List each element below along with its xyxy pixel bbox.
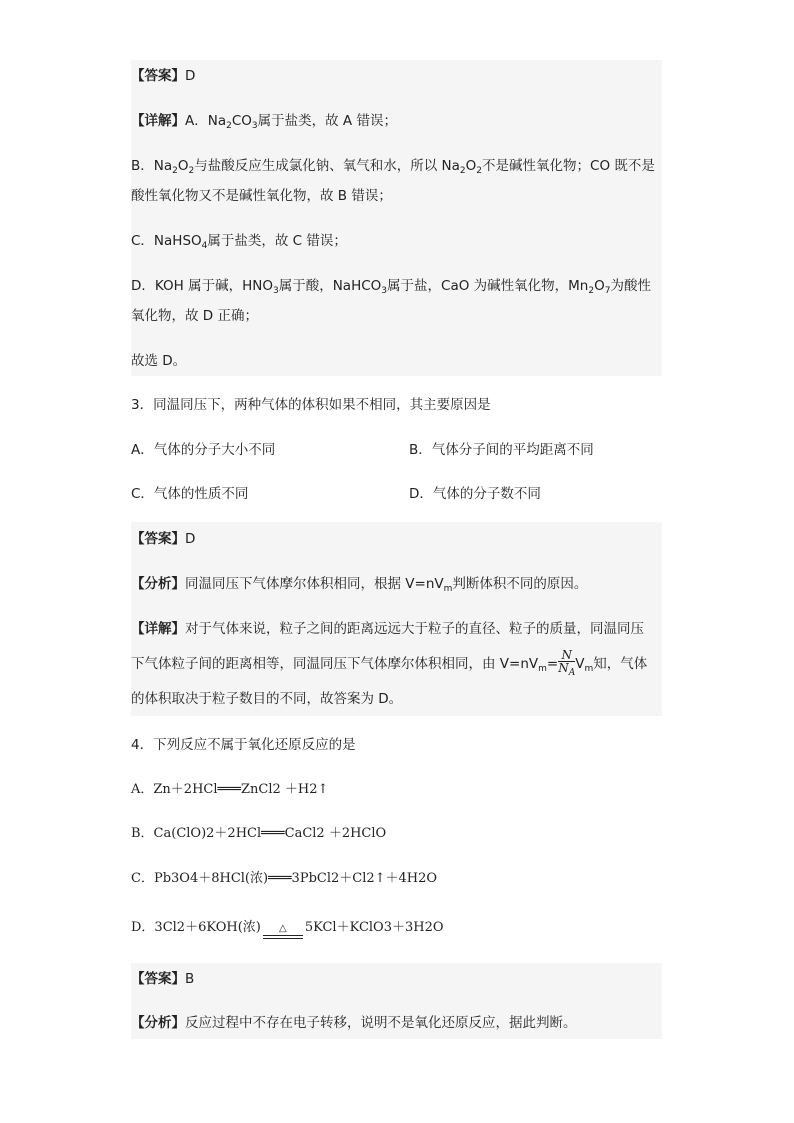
subscript: 2 [188, 166, 195, 176]
answer-tag: 【答案】 [131, 531, 185, 547]
answer-value: B [185, 971, 195, 987]
detail-line-1 [131, 619, 662, 639]
subscript: m [538, 664, 547, 674]
fraction-numerator: N [558, 649, 575, 662]
heating-condition: △ [263, 923, 303, 936]
fraction-denominator [558, 662, 575, 679]
fraction [558, 649, 575, 679]
detail-tag: 【详解】 [131, 621, 185, 637]
text: D．KOH 属于碱，HNO [131, 278, 273, 294]
question-stem: 4．下列反应不属于氧化还原反应的是 [131, 737, 356, 753]
option-a: A．Zn＋2HCl═══ZnCl2 ＋H2↑ [131, 782, 329, 797]
detail-line-d1 [131, 276, 662, 301]
text: 同温同压下气体摩尔体积相同，根据 V=nV [185, 576, 444, 592]
text: 属于盐类，故 C 错误； [207, 233, 347, 249]
text: 属于酸，NaHCO [278, 278, 382, 294]
answer-line [131, 66, 662, 86]
subscript: A [568, 668, 576, 678]
text: 与盐酸反应生成氯化钠、氧气和水，所以 Na [194, 158, 460, 174]
answer-tag: 【答案】 [131, 971, 185, 987]
options-row-1 [131, 440, 662, 460]
text: 为酸性 [610, 278, 651, 294]
answer-value: D [185, 531, 196, 547]
text: = [546, 656, 559, 672]
options-row-2 [131, 484, 662, 504]
subscript: m [443, 584, 453, 594]
subscript: 3 [251, 121, 258, 131]
answer-value: D [185, 68, 196, 84]
text: 属于盐，CaO 为碱性氧化物，Mn [387, 278, 589, 294]
option-a: A．气体的分子大小不同 [131, 442, 276, 458]
text: O [465, 158, 477, 174]
text: CO [231, 113, 252, 129]
question-3 [131, 395, 662, 505]
subscript: m [584, 664, 594, 674]
text: C．NaHSO [131, 233, 202, 249]
text: D．3Cl2＋6KOH(浓) [131, 920, 261, 935]
subscript: 4 [201, 241, 208, 251]
analysis-line [131, 1013, 662, 1033]
text: 5KCl＋KClO3＋3H2O [304, 920, 444, 935]
text: N [558, 661, 569, 675]
text: 不是碱性氧化物；CO 既不是 [482, 158, 655, 174]
subscript: 3 [272, 286, 279, 296]
analysis-tag: 【分析】 [131, 1015, 185, 1031]
question-4 [131, 735, 662, 945]
question-stem: 3．同温同压下，两种气体的体积如果不相同，其主要原因是 [131, 397, 491, 413]
text: 属于盐类，故 A 错误； [257, 113, 397, 129]
detail-line-a [131, 111, 662, 136]
analysis-tag: 【分析】 [131, 576, 185, 592]
conclusion-line: 故选 D。 [131, 353, 187, 369]
option-d [131, 918, 662, 938]
detail-line-c [131, 231, 662, 256]
option-d: D．气体的分子数不同 [409, 486, 541, 502]
text: 判断体积不同的原因。 [452, 576, 588, 592]
answer-line [131, 969, 662, 989]
text: V [575, 656, 585, 672]
answer-tag: 【答案】 [131, 68, 185, 84]
analysis-line [131, 574, 662, 599]
subscript: 2 [172, 166, 178, 176]
text: O [177, 158, 189, 174]
subscript: 2 [588, 286, 595, 296]
option-c: C．气体的性质不同 [131, 486, 249, 502]
answer-block-3 [131, 963, 662, 1039]
subscript: 7 [604, 286, 611, 296]
subscript: 3 [381, 286, 388, 296]
text: O [594, 278, 605, 294]
text: 对于气体来说，粒子之间的距离远远大于粒子的直径、粒子的质量，同温同压 [185, 621, 644, 637]
option-c: C．Pb3O4＋8HCl(浓)═══3PbCl2＋Cl2↑＋4H2O [131, 871, 438, 886]
answer-block-2 [131, 522, 662, 716]
text: 下气体粒子间的距离相等，同温同压下气体摩尔体积相同，由 V=nV [131, 656, 539, 672]
detail-tag: 【详解】 [131, 113, 185, 129]
detail-line-b2: 酸性氧化物又不是碱性氧化物，故 B 错误； [131, 188, 392, 204]
answer-line [131, 529, 662, 549]
answer-block-1 [131, 60, 662, 376]
text: B．Na [131, 158, 173, 174]
detail-line-b1 [131, 156, 662, 181]
text: 知，气体 [593, 656, 648, 672]
detail-line-d2: 氧化物，故 D 正确； [131, 308, 258, 324]
detail-line-3: 的体积取决于粒子数目的不同，故答案为 D。 [131, 691, 403, 707]
subscript: 2 [226, 121, 232, 131]
text: A．Na [185, 113, 227, 129]
subscript: 2 [459, 166, 466, 176]
option-b: B．气体分子间的平均距离不同 [409, 442, 594, 458]
text: 反应过程中不存在电子转移，说明不是氧化还原反应，据此判断。 [185, 1015, 577, 1031]
option-b: B．Ca(ClO)2＋2HCl═══CaCl2 ＋2HClO [131, 826, 387, 841]
subscript: 2 [476, 166, 483, 176]
detail-line-2 [131, 649, 662, 679]
